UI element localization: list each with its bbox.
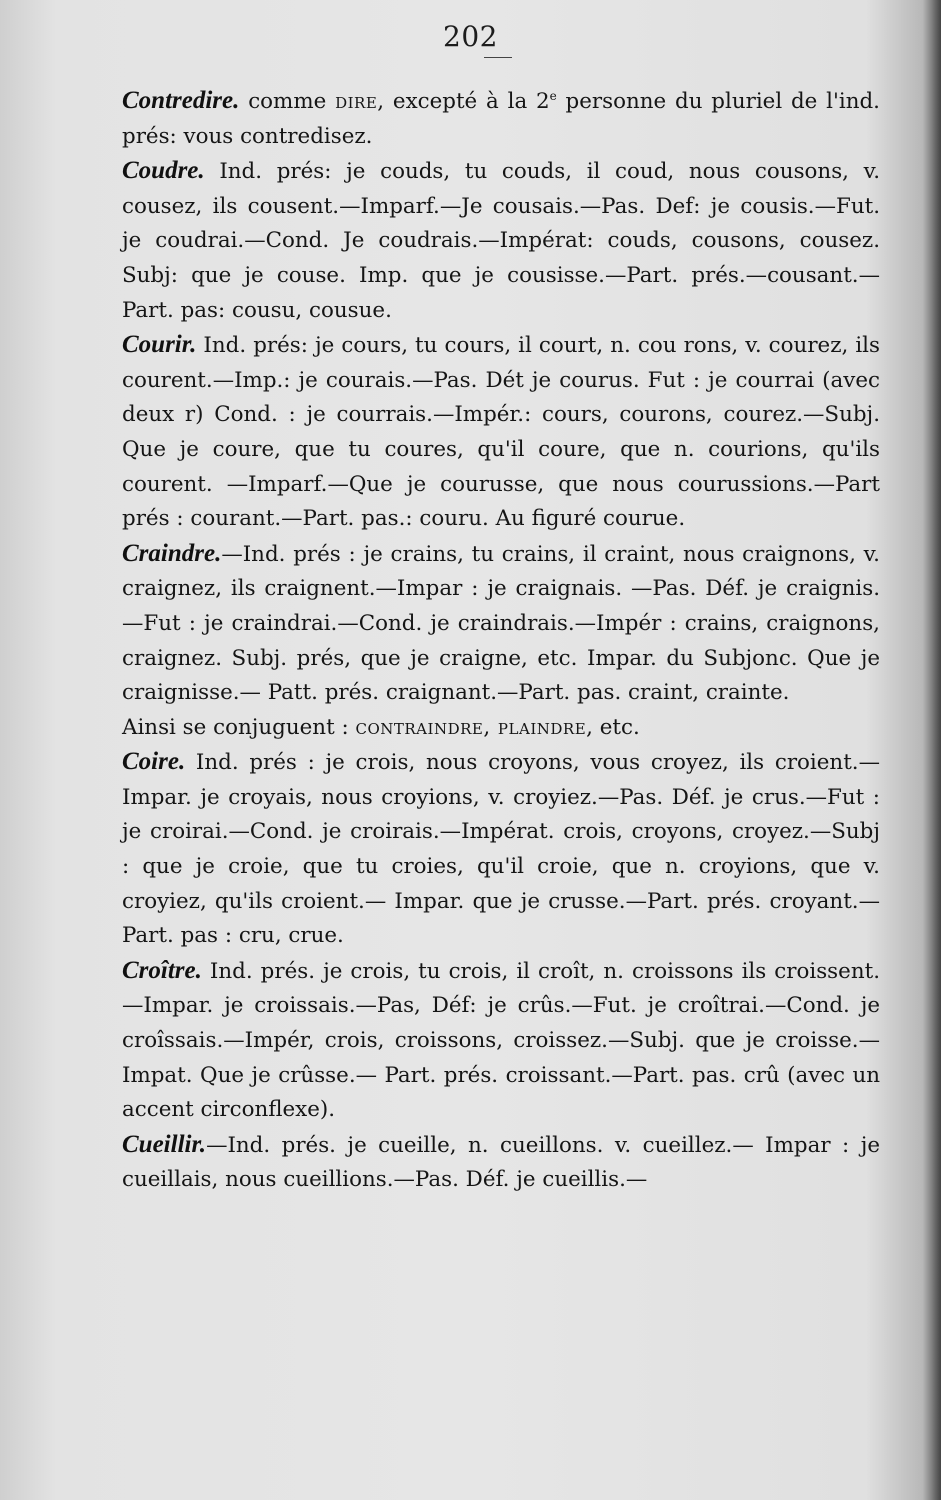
- entry-body: —Ind. prés. je cueille, n. cueillons. v. cueillez.— Impar : je cueillais, nous cueillions.—Pas. Déf. je cueillis.—: [122, 1132, 880, 1193]
- entry-body: Ind. prés. je crois, tu crois, il croît, n. croissons ils croissent.—Impar. je croissais.—Pas, Déf: je crûs.—Fut. je croîtrai.—Cond. je croîssais.—Impér, crois, croissons, croissez.—Subj. que je croisse.—Impat. Que je crûsse.— Part. prés. croissant.—Part. pas. crû (avec un accent circonflexe).: [122, 958, 880, 1123]
- entry-head: Craindre.: [122, 539, 222, 567]
- entry-body: Ind. prés: je couds, tu couds, il coud, nous cousons, v. cousez, ils cousent.—Imparf.—Je cousais.—Pas. Def: je cousis.—Fut. je coudrai.—Cond. Je coudrais.—Impérat: couds, cousons, cousez. Subj: que je couse. Imp. que je cousisse.—Part. prés.—cousant.—Part. pas: cousu, cousue.: [122, 159, 880, 323]
- entry-head: Coire.: [122, 748, 186, 776]
- entry-text: comme: [239, 89, 336, 114]
- entry-body: Ind. prés: je cours, tu cours, il court, n. cou rons, v. courez, ils courent.—Imp.: je courais.—Pas. Dét je courus. Fut : je courrai (avec deux r) Cond. : je courrais.—Impér.: cours, courons, courez.—Subj. Que je coure, que tu coures, qu'il coure, que n. courions, qu'ils courent. —Imparf.—Que je courusse, que nous courussions.—Part prés : courant.—Part. pas.: couru. Au figuré courue.: [122, 333, 880, 532]
- conjugation-text: [122, 84, 880, 1198]
- entry-head: Courir.: [122, 331, 197, 359]
- entry-craindre: [122, 537, 880, 711]
- entry-small-caps: contraindre, plaindre: [355, 714, 587, 740]
- entry-courir: [122, 328, 880, 537]
- entry-text: , etc.: [586, 714, 640, 740]
- entry-croitre: [122, 954, 880, 1128]
- entry-text: Ainsi se conjuguent :: [122, 714, 356, 740]
- entry-coire: [122, 745, 880, 954]
- entry-coudre: [122, 154, 880, 328]
- entry-contredire: [122, 84, 880, 154]
- entry-text: , excepté à la 2: [377, 89, 550, 114]
- page-number: 202: [443, 20, 498, 53]
- entry-head: Coudre.: [122, 157, 205, 185]
- entry-head: Croître.: [122, 956, 202, 984]
- entry-head: Cueillir.: [122, 1130, 207, 1158]
- entry-cueillir: [122, 1128, 880, 1198]
- entry-ainsi-note: [122, 711, 880, 746]
- entry-body: —Ind. prés : je crains, tu crains, il craint, nous craignons, v. craignez, ils craignent.—Impar : je craignais. —Pas. Déf. je craignis.—Fut : je craindrai.—Cond. je craindrais.—Impér : crains, craignons, craignez. Subj. prés, que je craigne, etc. Impar. du Subjonc. Que je craignisse.— Patt. prés. craignant.—Part. pas. craint, crainte.: [122, 541, 880, 706]
- entry-body: Ind. prés : je crois, nous croyons, vous croyez, ils croient.—Impar. je croyais, nous croyions, v. croyiez.—Pas. Déf. je crus.—Fut : je croirai.—Cond. je croirais.—Impérat. crois, croyons, croyez.—Subj : que je croie, que tu croies, qu'il croie, que n. croyions, que v. croyiez, qu'ils croient.— Impar. que je crusse.—Part. prés. croyant.—Part. pas : cru, crue.: [122, 750, 880, 949]
- page-binding-shadow: [923, 0, 941, 1500]
- page-number-rule: [484, 57, 512, 58]
- entry-superscript: e: [549, 88, 557, 103]
- entry-small-caps: dire: [335, 89, 378, 114]
- entry-head: Contredire.: [122, 87, 240, 114]
- entry-text: personne du pluriel de l'ind. prés: vous contredisez.: [122, 89, 880, 149]
